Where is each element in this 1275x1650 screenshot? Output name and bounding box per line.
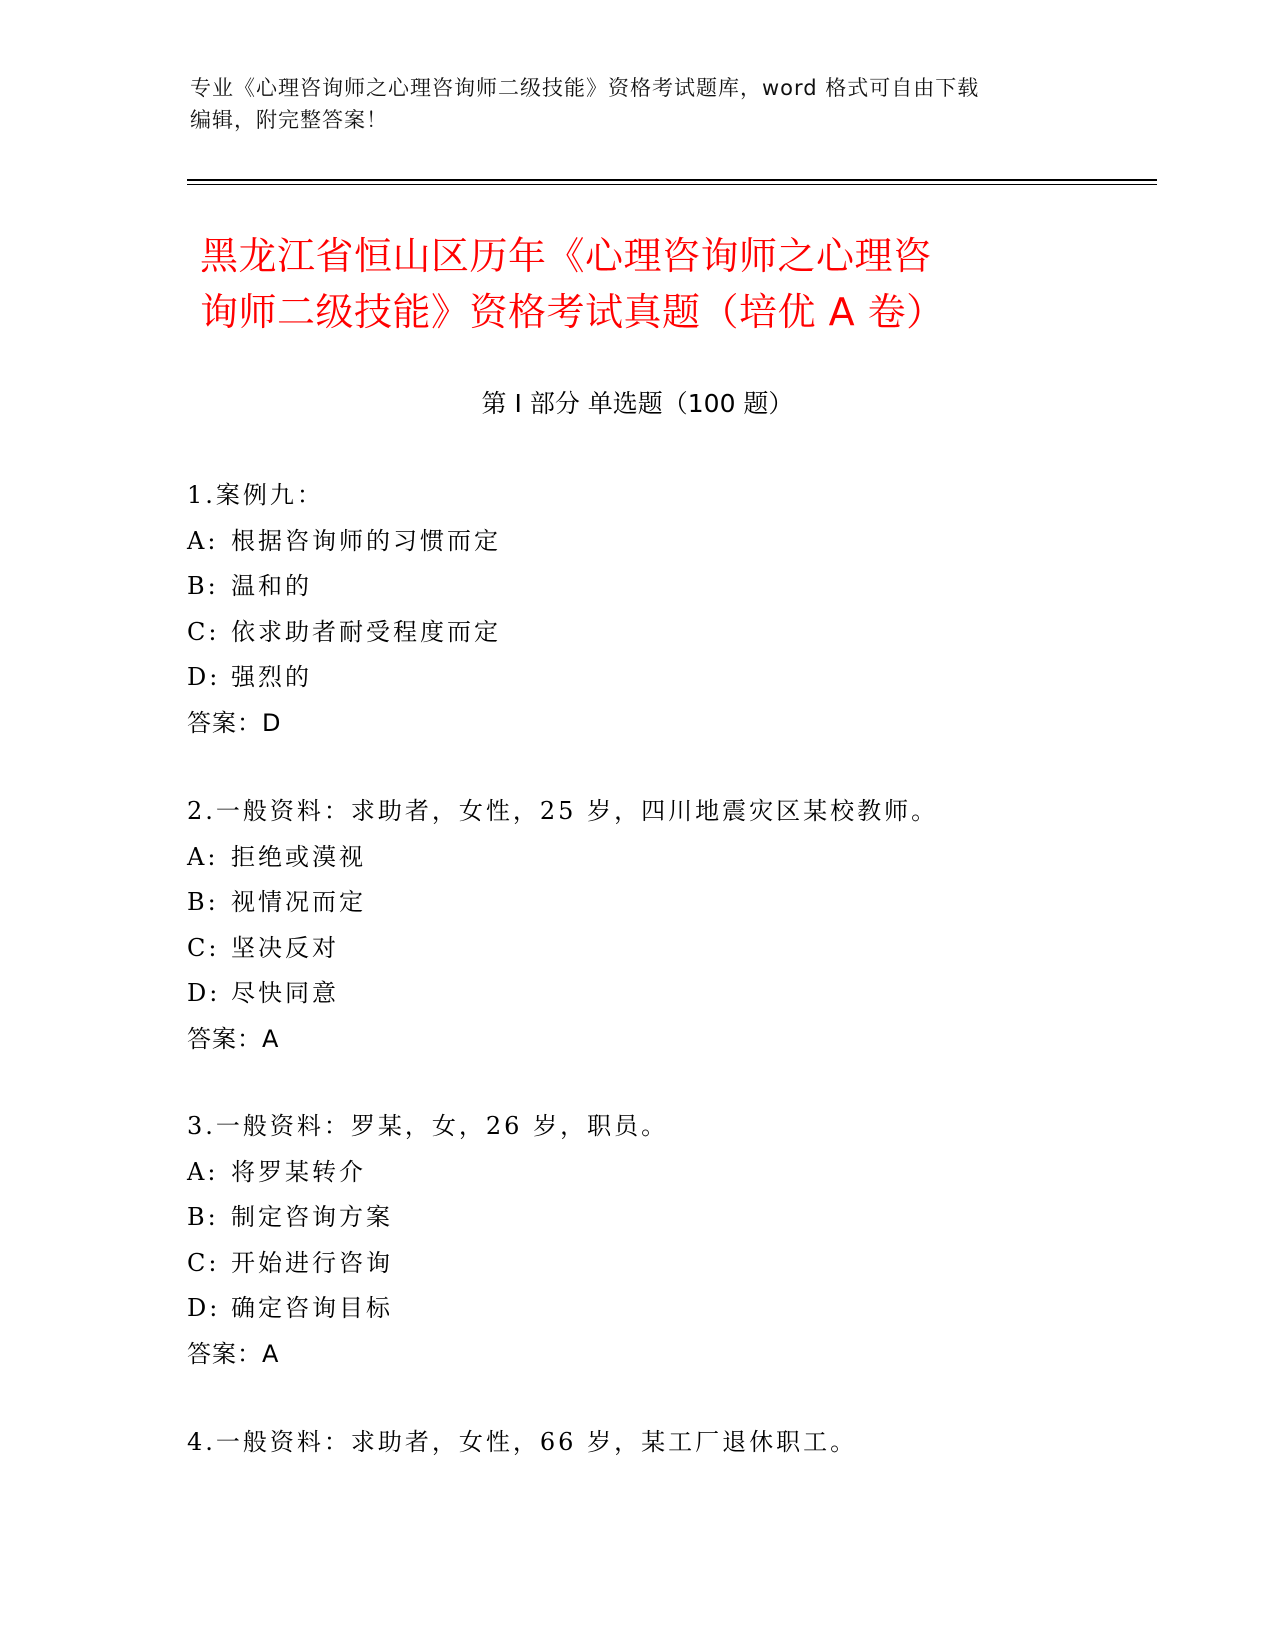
answer-line: 答案：A <box>187 1339 280 1368</box>
question-1 <box>187 473 1147 746</box>
option-c <box>187 926 1147 972</box>
header-divider-thin <box>187 184 1157 185</box>
option-b <box>187 1195 1147 1241</box>
option-letter: C: <box>187 933 220 962</box>
header-divider-thick <box>187 179 1157 181</box>
option-text: 依求助者耐受程度而定 <box>231 617 501 646</box>
question-3 <box>187 1104 1147 1377</box>
header-note-line-1: 专业《心理咨询师之心理咨询师二级技能》资格考试题库，word 格式可自由下载 <box>190 76 980 100</box>
option-a <box>187 1150 1147 1196</box>
option-text: 确定咨询目标 <box>231 1294 393 1322</box>
option-letter: A: <box>187 526 219 555</box>
option-text: 尽快同意 <box>231 979 339 1007</box>
option-b <box>187 880 1147 926</box>
option-letter: D: <box>187 979 221 1007</box>
option-text: 强烈的 <box>231 663 312 691</box>
section-title: 第 I 部分 单选题（100 题） <box>481 389 794 418</box>
option-letter: C: <box>187 1248 220 1277</box>
option-text: 视情况而定 <box>231 888 366 916</box>
option-c <box>187 1241 1147 1287</box>
option-d <box>187 1286 1147 1332</box>
question-2 <box>187 789 1147 1062</box>
document-title <box>200 228 1100 340</box>
option-letter: A: <box>187 1157 219 1186</box>
option-d <box>187 971 1147 1017</box>
option-text: 温和的 <box>231 572 312 600</box>
option-text: 拒绝或漠视 <box>231 842 366 871</box>
option-text: 制定咨询方案 <box>231 1203 393 1231</box>
option-text: 坚决反对 <box>231 933 339 962</box>
header-note <box>190 72 1090 136</box>
option-letter: D: <box>187 1294 221 1322</box>
option-c <box>187 610 1147 656</box>
option-letter: C: <box>187 617 220 646</box>
option-letter: B: <box>187 888 219 916</box>
option-letter: A: <box>187 842 219 871</box>
document-title-line-1: 黑龙江省恒山区历年《心理咨询师之心理咨 <box>200 234 932 278</box>
option-a <box>187 519 1147 565</box>
header-note-line-2: 编辑，附完整答案！ <box>190 108 388 132</box>
option-b <box>187 564 1147 610</box>
question-stem: 3.一般资料：罗某，女，26 岁，职员。 <box>187 1112 669 1140</box>
option-text: 将罗某转介 <box>231 1157 366 1186</box>
question-4 <box>187 1420 1147 1466</box>
option-letter: D: <box>187 663 221 691</box>
question-stem: 4.一般资料：求助者，女性，66 岁，某工厂退休职工。 <box>187 1428 858 1456</box>
question-stem: 1.案例九： <box>187 481 324 509</box>
option-text: 开始进行咨询 <box>231 1248 393 1277</box>
document-title-line-2: 询师二级技能》资格考试真题（培优 A 卷） <box>200 290 945 334</box>
question-stem: 2.一般资料：求助者，女性，25 岁，四川地震灾区某校教师。 <box>187 797 939 825</box>
answer-line: 答案：D <box>187 708 282 737</box>
answer-line: 答案：A <box>187 1024 280 1053</box>
option-letter: B: <box>187 572 219 600</box>
option-d <box>187 655 1147 701</box>
option-text: 根据咨询师的习惯而定 <box>231 526 501 555</box>
option-letter: B: <box>187 1203 219 1231</box>
option-a <box>187 835 1147 881</box>
